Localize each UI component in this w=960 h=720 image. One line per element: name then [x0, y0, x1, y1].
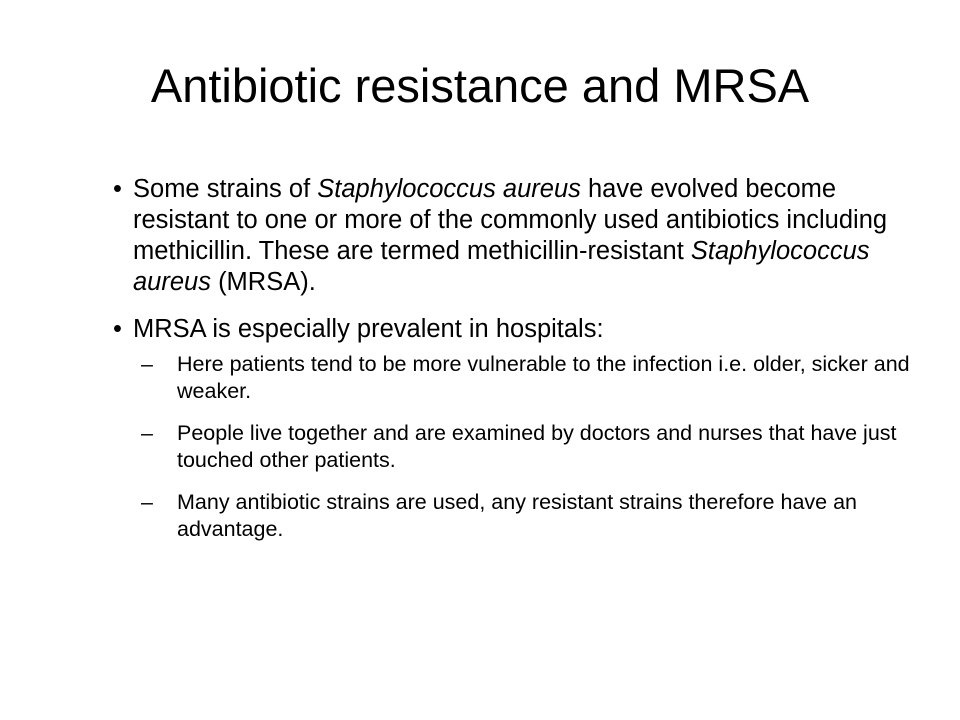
species-name-italic: Staphylococcus aureus [133, 237, 870, 296]
bullet-item-strains [113, 174, 913, 298]
bullet-text-segment: have evolved become resistant to one or more of the commonly used antibiotics including methicillin. These are termed methicillin-resistant [133, 175, 888, 265]
slide-body [113, 174, 913, 559]
sub-bullet-marker: – [141, 352, 153, 376]
sub-bullet-item [133, 420, 913, 474]
bullet-text [133, 175, 887, 296]
sub-bullet-list [133, 351, 913, 543]
sub-bullet-marker: – [141, 421, 153, 445]
bullet-item-hospitals [113, 314, 913, 543]
bullet-text-segment: (MRSA). [210, 268, 316, 296]
sub-bullet-text: Many antibiotic strains are used, any resistant strains therefore have an advantage. [177, 490, 857, 541]
bullet-text-segment: Some strains of [133, 175, 318, 203]
bullet-marker: • [113, 315, 122, 343]
species-name-italic: Staphylococcus aureus [317, 175, 581, 203]
bullet-text: MRSA is especially prevalent in hospitals: [133, 315, 604, 343]
bullet-marker: • [113, 175, 122, 203]
slide-title: Antibiotic resistance and MRSA [150, 59, 810, 112]
sub-bullet-text: People live together and are examined by doctors and nurses that have just touched other patients. [177, 421, 897, 472]
sub-bullet-item [133, 489, 913, 543]
sub-bullet-text: Here patients tend to be more vulnerable to the infection i.e. older, sicker and weaker. [177, 352, 910, 403]
sub-bullet-item [133, 351, 913, 405]
sub-bullet-marker: – [141, 490, 153, 514]
